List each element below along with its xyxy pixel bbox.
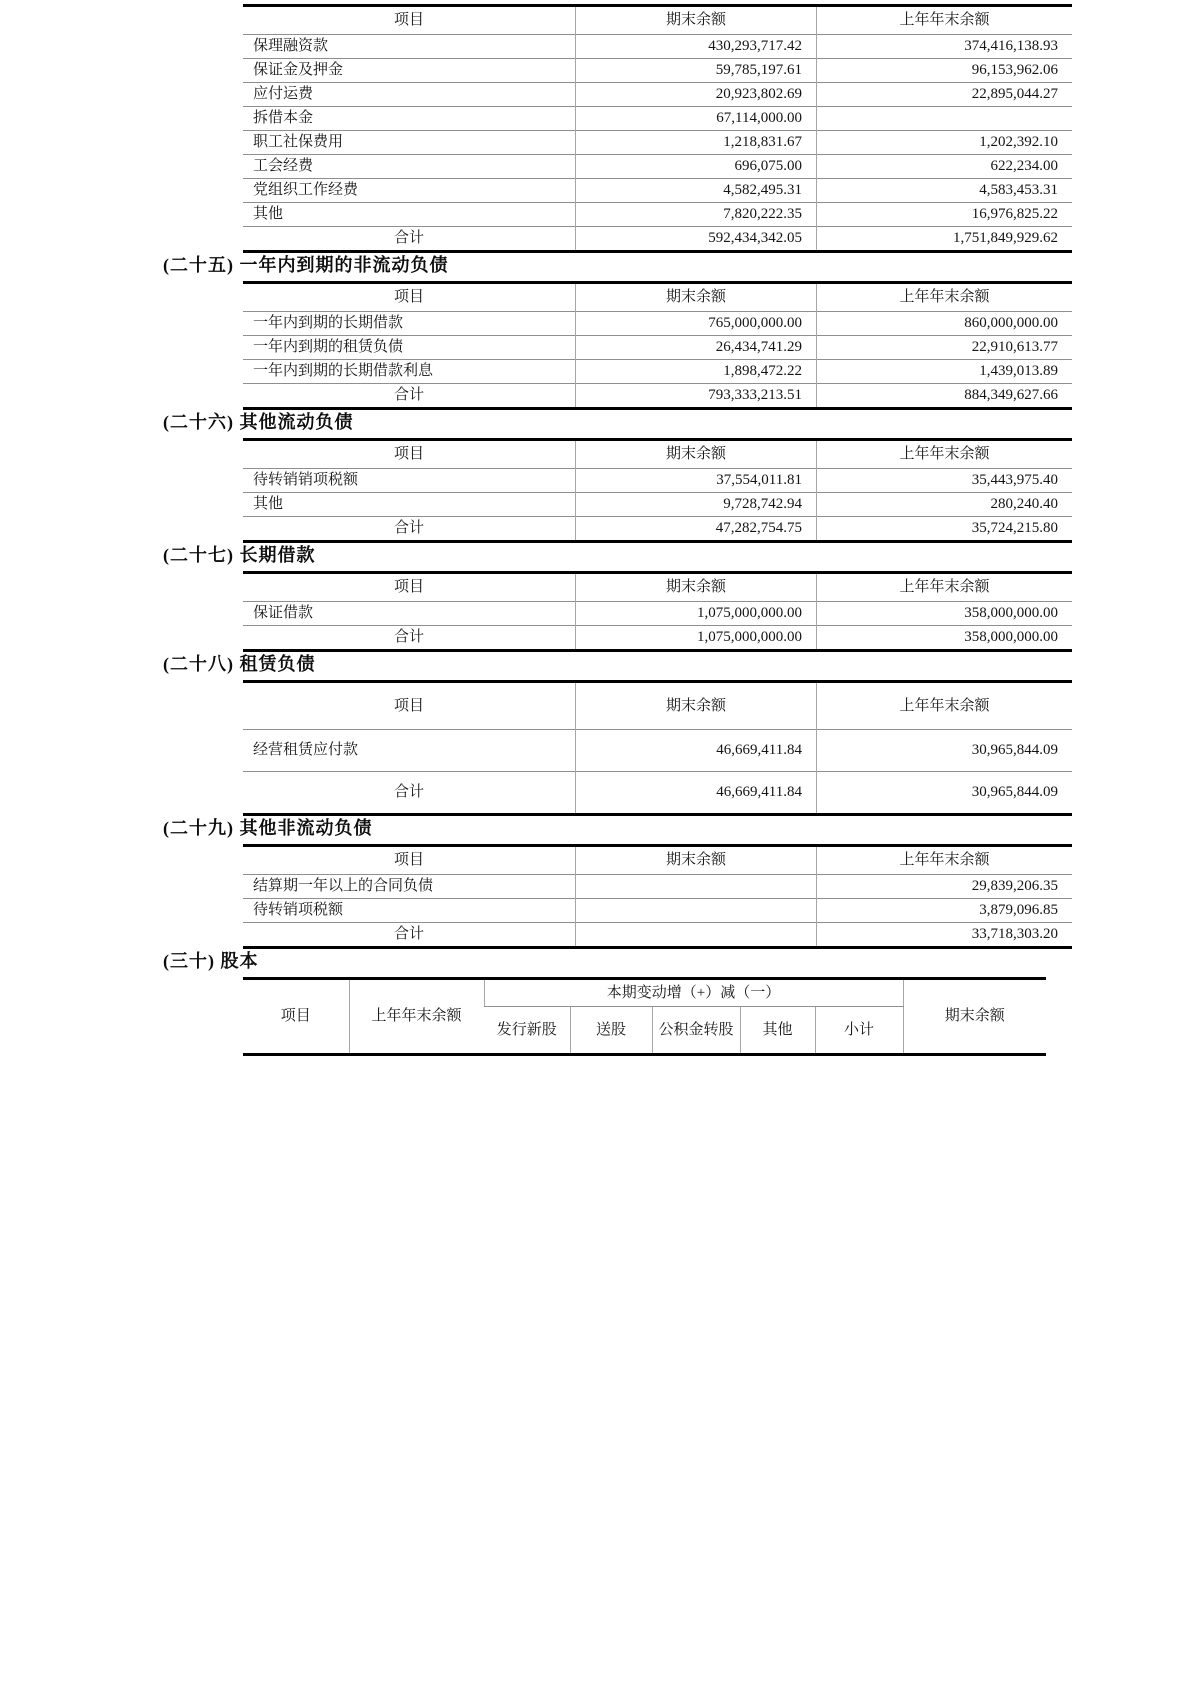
item-label: 一年内到期的长期借款	[253, 315, 404, 331]
total-row	[243, 384, 1072, 409]
amount-cell: 37,554,011.81	[576, 469, 817, 493]
amount-cell	[576, 875, 817, 899]
total-label: 合计	[393, 230, 424, 246]
column-header: 期末余额	[576, 6, 817, 35]
column-header-new-issue: 发行新股	[496, 1021, 557, 1038]
amount-cell: 30,965,844.09	[817, 730, 1073, 772]
table-row	[243, 360, 1072, 384]
item-label: 党组织工作经费	[253, 182, 359, 198]
amount-cell: 4,582,495.31	[576, 179, 817, 203]
item-label: 结算期一年以上的合同负债	[253, 878, 434, 894]
column-header: 期末余额	[576, 573, 817, 602]
amount-cell: 1,075,000,000.00	[576, 626, 817, 651]
column-header: 期末余额	[576, 682, 817, 730]
amount-cell: 47,282,754.75	[576, 517, 817, 542]
amount-cell: 26,434,741.29	[576, 336, 817, 360]
table-row	[243, 131, 1072, 155]
total-label: 合计	[393, 387, 424, 403]
other-noncurrent-liabilities-table	[243, 844, 1072, 949]
header-row	[243, 6, 1072, 35]
section-other-payables	[0, 4, 1200, 253]
amount-cell: 1,202,392.10	[817, 131, 1073, 155]
section-heading-29: (二十九) 其他非流动负债	[163, 818, 373, 838]
total-row	[243, 227, 1072, 252]
other-payables-table	[243, 4, 1072, 253]
column-header-subtotal: 小计	[815, 1007, 903, 1055]
item-label: 待转销销项税额	[253, 472, 359, 488]
amount-cell: 622,234.00	[817, 155, 1073, 179]
table-row	[243, 312, 1072, 336]
item-label: 一年内到期的租赁负债	[253, 339, 404, 355]
amount-cell: 280,240.40	[817, 493, 1073, 517]
table-row	[243, 179, 1072, 203]
column-header: 项目	[393, 697, 424, 714]
table-row	[243, 155, 1072, 179]
amount-cell: 1,898,472.22	[576, 360, 817, 384]
table-row	[243, 875, 1072, 899]
header-row	[243, 846, 1072, 875]
amount-cell: 696,075.00	[576, 155, 817, 179]
amount-cell: 1,439,013.89	[817, 360, 1073, 384]
total-row	[243, 923, 1072, 948]
item-label: 其他	[253, 496, 284, 512]
column-header-other: 其他	[740, 1007, 815, 1055]
amount-cell	[576, 899, 817, 923]
total-row	[243, 626, 1072, 651]
section-27-long-term-loans	[0, 543, 1200, 652]
table-row	[243, 493, 1072, 517]
lease-liabilities-table	[243, 680, 1072, 816]
item-label: 保理融资款	[253, 38, 329, 54]
amount-cell: 793,333,213.51	[576, 384, 817, 409]
amount-cell	[576, 923, 817, 948]
item-label: 一年内到期的长期借款利息	[253, 363, 434, 379]
table-row	[243, 107, 1072, 131]
item-label: 其他	[253, 206, 284, 222]
amount-cell: 358,000,000.00	[817, 626, 1073, 651]
amount-cell: 35,724,215.80	[817, 517, 1073, 542]
section-26-other-current-liabilities	[0, 410, 1200, 543]
amount-cell: 1,751,849,929.62	[817, 227, 1073, 252]
column-header: 项目	[393, 852, 424, 868]
section-heading-30: (三十) 股本	[163, 951, 259, 971]
amount-cell: 96,153,962.06	[817, 59, 1073, 83]
amount-cell: 592,434,342.05	[576, 227, 817, 252]
total-label: 合计	[393, 629, 424, 645]
section-heading-26: (二十六) 其他流动负债	[163, 412, 354, 432]
amount-cell: 1,075,000,000.00	[576, 602, 817, 626]
amount-cell: 430,293,717.42	[576, 35, 817, 59]
amount-cell: 22,910,613.77	[817, 336, 1073, 360]
section-25-current-maturities	[0, 253, 1200, 410]
amount-cell: 33,718,303.20	[817, 923, 1073, 948]
amount-cell: 20,923,802.69	[576, 83, 817, 107]
column-header: 上年年末余额	[817, 846, 1073, 875]
column-header: 项目	[393, 446, 424, 462]
total-label: 合计	[393, 520, 424, 536]
total-row	[243, 772, 1072, 815]
share-capital-table	[243, 977, 1046, 1056]
item-label: 拆借本金	[253, 110, 314, 126]
table-row	[243, 83, 1072, 107]
table-row	[243, 203, 1072, 227]
column-header: 项目	[393, 579, 424, 595]
item-label: 工会经费	[253, 158, 314, 174]
amount-cell: 9,728,742.94	[576, 493, 817, 517]
table-row	[243, 35, 1072, 59]
amount-cell: 3,879,096.85	[817, 899, 1073, 923]
amount-cell: 1,218,831.67	[576, 131, 817, 155]
column-header: 上年年末余额	[817, 682, 1073, 730]
column-header-reserve-conversion: 公积金转股	[652, 1007, 740, 1055]
table-row	[243, 899, 1072, 923]
other-current-liabilities-table	[243, 438, 1072, 543]
amount-cell: 860,000,000.00	[817, 312, 1073, 336]
long-term-loans-table	[243, 571, 1072, 652]
total-label: 合计	[393, 784, 424, 800]
column-header: 上年年末余额	[817, 283, 1073, 312]
section-29-other-noncurrent-liabilities	[0, 816, 1200, 949]
column-header-bonus-shares: 送股	[570, 1007, 652, 1055]
column-header: 期末余额	[576, 846, 817, 875]
header-row	[243, 573, 1072, 602]
amount-cell: 884,349,627.66	[817, 384, 1073, 409]
amount-cell: 358,000,000.00	[817, 602, 1073, 626]
header-row	[243, 682, 1072, 730]
column-header: 期末余额	[576, 283, 817, 312]
amount-cell: 16,976,825.22	[817, 203, 1073, 227]
section-heading-28: (二十八) 租赁负债	[163, 654, 316, 674]
item-label: 经营租赁应付款	[253, 742, 359, 758]
table-row	[243, 469, 1072, 493]
table-row	[243, 730, 1072, 772]
item-label: 应付运费	[253, 86, 314, 102]
amount-cell: 46,669,411.84	[576, 730, 817, 772]
total-row	[243, 517, 1072, 542]
table-row	[243, 336, 1072, 360]
section-28-lease-liabilities	[0, 652, 1200, 816]
section-heading-27: (二十七) 长期借款	[163, 545, 316, 565]
item-label: 职工社保费用	[253, 134, 344, 150]
amount-cell: 4,583,453.31	[817, 179, 1073, 203]
section-heading-25: (二十五) 一年内到期的非流动负债	[163, 255, 449, 275]
item-label: 保证金及押金	[253, 62, 344, 78]
header-row	[243, 440, 1072, 469]
amount-cell: 35,443,975.40	[817, 469, 1073, 493]
column-header-end-balance: 期末余额	[903, 979, 1046, 1055]
amount-cell: 30,965,844.09	[817, 772, 1073, 815]
amount-cell: 7,820,222.35	[576, 203, 817, 227]
table-row	[243, 602, 1072, 626]
column-header-prev-balance: 上年年末余额	[349, 979, 484, 1055]
column-header: 项目	[393, 12, 424, 28]
column-header: 项目	[393, 289, 424, 305]
column-header: 上年年末余额	[817, 6, 1073, 35]
current-maturities-table	[243, 281, 1072, 410]
amount-cell: 67,114,000.00	[576, 107, 817, 131]
amount-cell: 765,000,000.00	[576, 312, 817, 336]
amount-cell	[817, 107, 1073, 131]
item-label: 待转销项税额	[253, 902, 344, 918]
total-label: 合计	[393, 926, 424, 942]
column-header: 上年年末余额	[817, 573, 1073, 602]
column-header-item: 项目	[280, 1008, 311, 1024]
column-header: 上年年末余额	[817, 440, 1073, 469]
amount-cell: 59,785,197.61	[576, 59, 817, 83]
amount-cell: 22,895,044.27	[817, 83, 1073, 107]
table-row	[243, 59, 1072, 83]
item-label: 保证借款	[253, 605, 314, 621]
header-row	[243, 283, 1072, 312]
column-header: 期末余额	[576, 440, 817, 469]
amount-cell: 29,839,206.35	[817, 875, 1073, 899]
amount-cell: 374,416,138.93	[817, 35, 1073, 59]
amount-cell: 46,669,411.84	[576, 772, 817, 815]
column-group-header-period-change: 本期变动增（+）减（一）	[484, 979, 903, 1007]
section-30-share-capital	[0, 949, 1200, 1056]
